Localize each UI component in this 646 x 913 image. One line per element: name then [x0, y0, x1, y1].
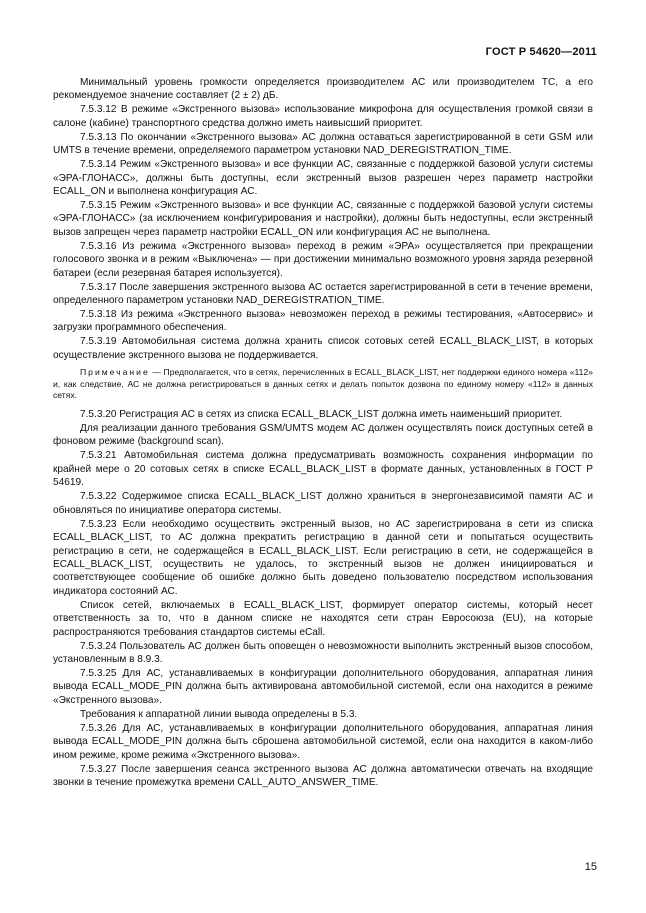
note-text: — Предполагается, что в сетях, перечисленных в ECALL_BLACK_LIST, нет поддержки единого номера «112» и, как следствие, АС не должна регистрироваться в данных сетях и делать попыток дозвона по единому номеру «112» в данных сетях.: [53, 367, 593, 401]
paragraph: 7.5.3.27 После завершения сеанса экстренного вызова АС должна автоматически отвечать на входящие звонки в течение промежутка времени CALL_AUTO_ANSWER_TIME.: [53, 763, 593, 788]
paragraph: Минимальный уровень громкости определяется производителем АС или производителем ТС, а его рекомендуемое значение составляет (2 ± 2) дБ.: [53, 77, 593, 102]
paragraph: Для реализации данного требования GSM/UMTS модем АС должен осуществлять поиск доступных сетей в фоновом режиме (background scan).: [53, 423, 593, 448]
paragraph: 7.5.3.17 После завершения экстренного вызова АС остается зарегистрированной в сети в течение времени, определенного параметром установки NAD_DEREGISTRATION_TIME.: [53, 281, 593, 307]
document-body: [53, 76, 593, 790]
note: [53, 367, 593, 402]
paragraph: Требования к аппаратной линии вывода определены в 5.3.: [80, 708, 358, 720]
page-number: 15: [584, 861, 597, 873]
paragraph: 7.5.3.24 Пользователь АС должен быть оповещен о невозможности выполнить экстренный вызов способом, установленным в 8.9.3.: [53, 640, 593, 665]
paragraph: 7.5.3.14 Режим «Экстренного вызова» и все функции АС, связанные с поддержкой базовой услуги системы «ЭРА-ГЛОНАСС», должны быть доступны, если экстренный вызов разрешен через параметр настройки ECALL_ON и выполнена конфигурация АС.: [53, 159, 593, 198]
paragraph: 7.5.3.13 По окончании «Экстренного вызова» АС должна оставаться зарегистрированной в сети GSM или UMTS в течение времени, определяемого параметром установки NAD_DEREGISTRATION_TIME.: [53, 131, 593, 157]
note-label: Примечание: [80, 367, 150, 378]
paragraph: 7.5.3.15 Режим «Экстренного вызова» и все функции АС, связанные с поддержкой базовой услуги системы «ЭРА-ГЛОНАСС» (за исключением конфигурирования и настройки), должны быть недоступны, если экстренный вызов запрещен через параметр настройки ECALL_ON или конфигурация АС не выполнена.: [53, 200, 593, 238]
paragraph: 7.5.3.22 Содержимое списка ECALL_BLACK_LIST должно храниться в энергонезависимой памяти АС и обновляться по инициативе оператора системы.: [53, 491, 593, 516]
paragraph: 7.5.3.26 Для АС, устанавливаемых в конфигурации дополнительного оборудования, аппаратная линия вывода ECALL_MODE_PIN должна быть сброшена автомобильной системой, если она находится в каком-либо ином режиме, кроме режима «Экстренного вызова».: [53, 722, 593, 761]
paragraph: 7.5.3.25 Для АС, устанавливаемых в конфигурации дополнительного оборудования, аппаратная линия вывода ECALL_MODE_PIN должна быть активирована автомобильной системой, если она находится в режиме «Экстренного вызова».: [53, 667, 593, 706]
paragraph: 7.5.3.23 Если необходимо осуществить экстренный вызов, но АС зарегистрирована в сети из списка ECALL_BLACK_LIST, то АС должна прекратить регистрацию в данной сети и попытаться осуществить регистрацию в сети, не содержащейся в ECALL_BLACK_LIST. Если регистрацию в сети, не содержащейся в ECALL_BLACK_LIST, осуществить не удалось, то экстренный вызов не должен инициироваться и соответствующее сообщение об ошибке должно быть доведено пользователю посредством использования индикатора состояний АС.: [53, 518, 593, 597]
paragraph: 7.5.3.20 Регистрация АС в сетях из списка ECALL_BLACK_LIST должна иметь наименьший приоритет.: [80, 409, 563, 421]
paragraph: 7.5.3.12 В режиме «Экстренного вызова» использование микрофона для осуществления громкой связи в салоне (кабине) транспортного средства должно иметь наивысший приоритет.: [53, 104, 593, 129]
paragraph: 7.5.3.16 Из режима «Экстренного вызова» переход в режим «ЭРА» осуществляется при прекращении голосового звонка и в режим «Выключена» — при достижении минимально возможного уровня заряда резервной батареи (если резервная батарея используется).: [53, 240, 593, 279]
paragraph: 7.5.3.21 Автомобильная система должна предусматривать возможность сохранения информации по крайней мере о 20 сотовых сетях в списке ECALL_BLACK_LIST в формате данных, установленных в ГОСТ Р 54619.: [53, 450, 593, 489]
paragraph: Список сетей, включаемых в ECALL_BLACK_LIST, формирует оператор системы, который несет ответственность за то, что в данном списке не находятся сети стран Евросоюза (EU), на которые распространяются требования стандартов системы eCall.: [53, 599, 593, 638]
standard-header: ГОСТ Р 54620—2011: [485, 46, 597, 58]
paragraph: 7.5.3.19 Автомобильная система должна хранить список сотовых сетей ECALL_BLACK_LIST, в которых осуществление экстренного вызова не поддерживается.: [53, 336, 593, 361]
paragraph: 7.5.3.18 Из режима «Экстренного вызова» невозможен переход в режимы тестирования, «Автосервис» и загрузки программного обеспечения.: [53, 309, 593, 334]
